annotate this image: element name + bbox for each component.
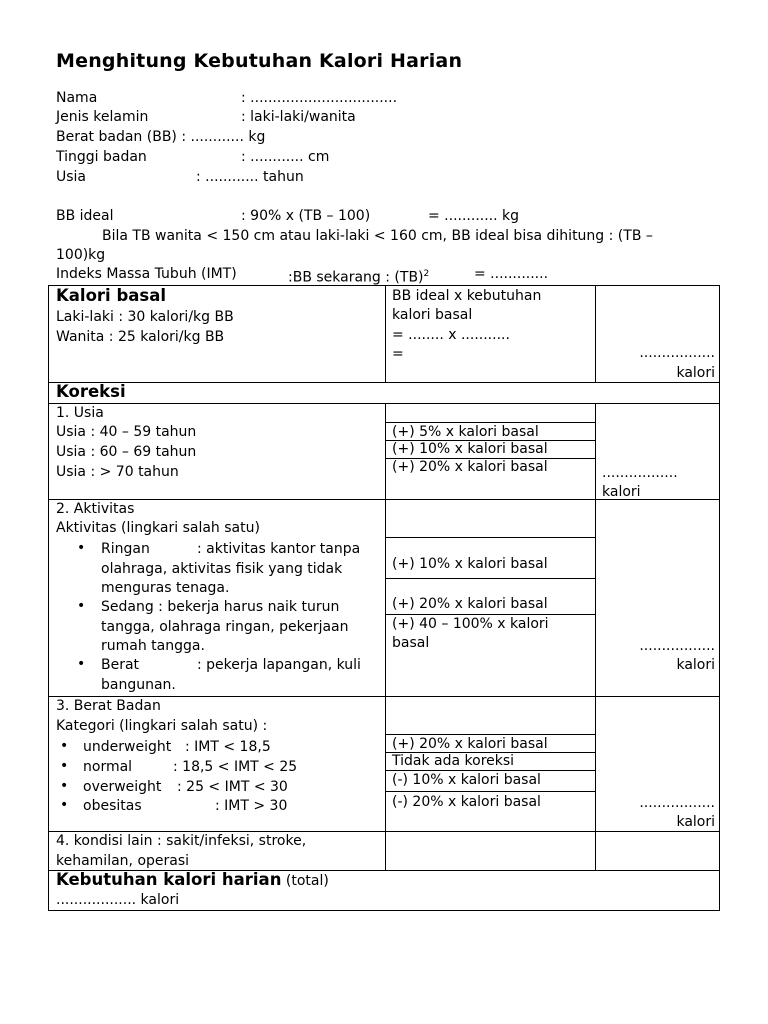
aktivitas-corrections: [385, 500, 596, 696]
bb-correction-4: (-) 20% x kalori basal: [392, 794, 541, 810]
bb-item-underweight: underweight: [83, 739, 172, 755]
bb-item-obesitas-range: : IMT > 30: [215, 798, 288, 814]
bb-item-overweight: overweight: [83, 779, 162, 795]
aktivitas-ringan-text: : aktivitas kantor tanpa: [197, 541, 361, 557]
usia-correction-1: (+) 5% x kalori basal: [392, 424, 539, 440]
aktivitas-correction-1: (+) 10% x kalori basal: [392, 556, 548, 572]
divider: [386, 578, 596, 579]
imt-result: = .............: [474, 266, 549, 282]
calorie-table: [48, 285, 720, 911]
kalori-basal-heading: Kalori basal: [56, 286, 167, 305]
bb-correction-3: (-) 10% x kalori basal: [392, 772, 541, 788]
aktivitas-correction-3b: basal: [392, 635, 430, 651]
aktivitas-unit: kalori: [676, 657, 715, 673]
bb-ideal-formula: : 90% x (TB – 100): [241, 208, 371, 224]
kalori-basal-formula-1: BB ideal x kebutuhan: [392, 288, 542, 304]
usia-blank: .................: [602, 465, 678, 481]
aktivitas-blank: .................: [639, 638, 715, 654]
berat-badan-unit: kalori: [676, 814, 715, 830]
kondisi-lain-line-1: 4. kondisi lain : sakit/infeksi, stroke,: [56, 833, 307, 849]
usia-corrections: [385, 404, 596, 499]
bb-item-overweight-range: : 25 < IMT < 30: [177, 779, 288, 795]
usia-title: 1. Usia: [56, 405, 104, 421]
page-title: Menghitung Kebutuhan Kalori Harian: [56, 50, 463, 72]
kondisi-lain-correction: [385, 832, 596, 870]
field-tinggi-badan: [56, 148, 330, 167]
imt-line: [56, 265, 549, 286]
aktivitas-result: [595, 500, 721, 696]
aktivitas-sedang-text-3: rumah tangga.: [101, 638, 205, 654]
kondisi-lain-line-2: kehamilan, operasi: [56, 853, 190, 869]
field-usia: [56, 168, 304, 187]
bullet-icon: •: [60, 797, 69, 813]
aktivitas-title: 2. Aktivitas: [56, 501, 135, 517]
bullet-icon: •: [77, 598, 86, 614]
kalori-basal-blank: .................: [639, 345, 715, 361]
divider: [386, 791, 596, 792]
bb-ideal-result: = ............ kg: [428, 208, 520, 224]
aktivitas-sedang-text: Sedang : bekerja harus naik turun: [101, 599, 340, 615]
bb-item-normal: normal: [83, 759, 133, 775]
kalori-basal-formula-3: = ........ x ...........: [392, 327, 510, 343]
aktivitas-berat-text-2: bangunan.: [101, 677, 176, 693]
aktivitas-correction-3: (+) 40 – 100% x kalori: [392, 616, 549, 632]
bullet-icon: •: [77, 656, 86, 672]
value-usia: : ............ tahun: [196, 169, 304, 185]
bb-item-underweight-range: : IMT < 18,5: [185, 739, 271, 755]
bb-item-obesitas: obesitas: [83, 798, 142, 814]
value-jenis-kelamin: : laki-laki/wanita: [241, 109, 356, 125]
bb-item-normal-range: : 18,5 < IMT < 25: [173, 759, 298, 775]
berat-badan-blank: .................: [639, 795, 715, 811]
value-nama: : .................................: [241, 90, 398, 106]
aktivitas-ringan-text-3: menguras tenaga.: [101, 580, 230, 596]
bb-ideal-label: BB ideal: [56, 208, 114, 224]
bb-correction-2: Tidak ada koreksi: [392, 753, 515, 769]
total-suffix: (total): [285, 873, 329, 889]
bullet-icon: •: [60, 778, 69, 794]
label-jenis-kelamin: Jenis kelamin: [56, 109, 149, 125]
bb-ideal-note-1: Bila TB wanita < 150 cm atau laki-laki < 160 cm, BB ideal bisa dihitung : (TB –: [102, 228, 653, 244]
field-berat-badan: [56, 128, 265, 147]
usia-unit: kalori: [602, 484, 641, 500]
kalori-basal-wanita: Wanita : 25 kalori/kg BB: [56, 329, 225, 345]
usia-result: [595, 404, 721, 499]
row-kondisi-lain: [48, 831, 720, 870]
label-berat-badan: Berat badan (BB) : ............ kg: [56, 129, 266, 145]
usia-item-2: Usia : 60 – 69 tahun: [56, 444, 197, 460]
kalori-basal-laki: Laki-laki : 30 kalori/kg BB: [56, 309, 234, 325]
row-koreksi: [48, 382, 720, 403]
bb-ideal-line: [56, 207, 520, 226]
row-berat-badan: [48, 696, 720, 831]
kalori-basal-unit: kalori: [676, 365, 715, 381]
berat-badan-corrections: [385, 697, 596, 831]
field-jenis-kelamin: [56, 108, 356, 127]
label-usia: Usia: [56, 169, 87, 185]
aktivitas-berat-label: Berat: [101, 657, 140, 673]
row-kalori-basal: [48, 285, 720, 382]
aktivitas-correction-2: (+) 20% x kalori basal: [392, 596, 548, 612]
imt-formula-text: :BB sekarang : (TB): [288, 269, 424, 286]
total-heading-line: [56, 871, 329, 890]
kalori-basal-formula: [385, 286, 596, 382]
kalori-basal-formula-2: kalori basal: [392, 307, 473, 323]
row-aktivitas: [48, 499, 720, 696]
usia-item-1: Usia : 40 – 59 tahun: [56, 424, 197, 440]
aktivitas-instruction: Aktivitas (lingkari salah satu): [56, 520, 260, 536]
field-nama: [56, 89, 398, 108]
row-total: [48, 870, 720, 911]
kalori-basal-formula-4: =: [392, 346, 404, 362]
value-tinggi-badan: : ............ cm: [241, 149, 330, 165]
bullet-icon: •: [60, 738, 69, 754]
usia-item-3: Usia : > 70 tahun: [56, 464, 179, 480]
bb-ideal-note-2: 100)kg: [56, 247, 106, 263]
aktivitas-berat-text: : pekerja lapangan, kuli: [197, 657, 361, 673]
bullet-icon: •: [60, 758, 69, 774]
aktivitas-ringan-text-2: olahraga, aktivitas fisik yang tidak: [101, 561, 343, 577]
usia-correction-2: (+) 10% x kalori basal: [392, 441, 548, 457]
label-tinggi-badan: Tinggi badan: [56, 149, 147, 165]
imt-label: Indeks Massa Tubuh (IMT): [56, 266, 237, 282]
berat-badan-result: [595, 697, 721, 831]
imt-superscript: 2: [423, 269, 430, 279]
total-heading: Kebutuhan kalori harian: [56, 870, 282, 889]
kalori-basal-result: [595, 286, 721, 382]
label-nama: Nama: [56, 90, 98, 106]
aktivitas-ringan-label: Ringan: [101, 541, 150, 557]
kondisi-lain-result: [595, 832, 721, 870]
berat-badan-instruction: Kategori (lingkari salah satu) :: [56, 718, 268, 734]
total-value: .................. kalori: [56, 892, 180, 908]
aktivitas-sedang-text-2: tangga, olahraga ringan, pekerjaan: [101, 619, 349, 635]
berat-badan-title: 3. Berat Badan: [56, 698, 161, 714]
bb-correction-1: (+) 20% x kalori basal: [392, 736, 548, 752]
row-usia: [48, 403, 720, 499]
bullet-icon: •: [77, 540, 86, 556]
koreksi-heading: Koreksi: [56, 382, 126, 401]
divider: [386, 537, 596, 538]
usia-correction-3: (+) 20% x kalori basal: [392, 459, 548, 475]
